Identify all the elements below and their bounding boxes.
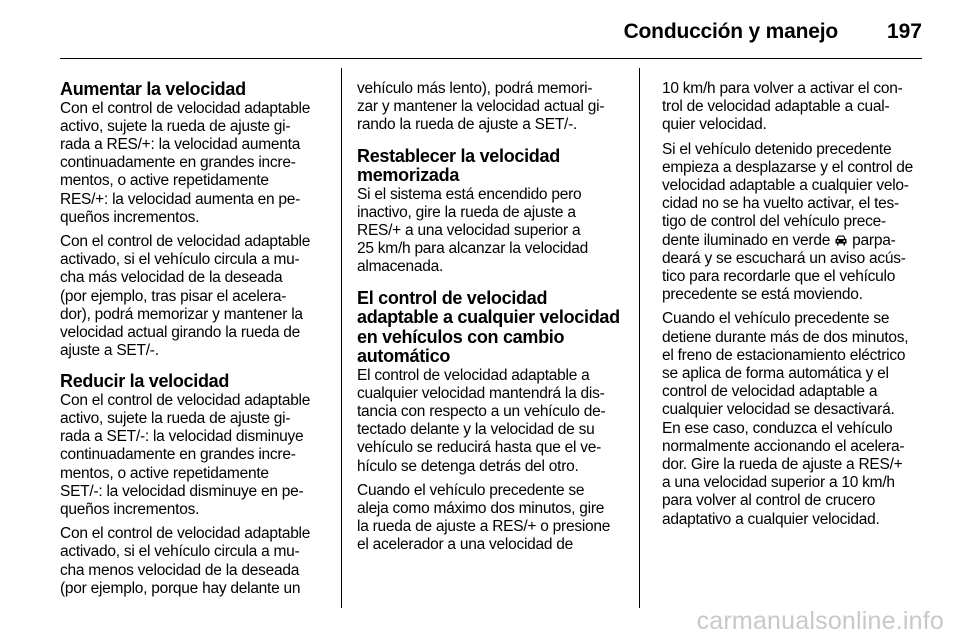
- page-title: Conducción y manejo: [623, 20, 838, 43]
- line-text: dente iluminado en verde: [662, 231, 835, 249]
- paragraph: Con el control de velocidad adaptable activado, si el vehículo circula a mu- cha más velocidad de la deseada (por ejemplo, tras pisar el acelera- dor), podrá memorizar y mantener la velocidad actual girando la rueda de ajuste a SET/-.: [60, 232, 311, 360]
- paragraph: 10 km/h para volver a activar el con- trol de velocidad adaptable a cual- quier velocidad.: [662, 80, 903, 134]
- paragraph: vehículo más lento), podrá memori- zar y mantener la velocidad actual gi- rando la rueda de ajuste a SET/-.: [357, 80, 605, 134]
- page-header: [60, 14, 922, 60]
- paragraph: Con el control de velocidad adaptable activo, sujete la rueda de ajuste gi- rada a RES/+: la velocidad aumenta continuadamente en grandes incre- mentos, o active repetidamente RES/+: la velocidad aumenta en pe- queños incrementos.: [60, 99, 311, 226]
- paragraph: Cuando el vehículo precedente se detiene durante más de dos minutos, el freno de estacionamiento eléctrico se aplica de forma automática y el control de velocidad adaptable a cualquier velocidad se desactivará. En ese caso, conduzca el vehículo normalmente accionando el acelera- dor. Gire la rueda de ajuste a RES/+ a una velocidad superior a 10 km/h para volver al control de crucero adaptativo a cualquier velocidad.: [662, 310, 909, 528]
- column-2: [357, 80, 623, 561]
- line-text: parpa-: [848, 231, 896, 249]
- paragraph: El control de velocidad adaptable a cualquier velocidad mantendrá la dis- tancia con respecto a un vehículo de- tectado delante y la velocidad de su vehículo se reducirá hasta que el ve- hículo se detenga detrás del otro.: [357, 366, 606, 475]
- paragraph-lines: Si el vehículo detenido precedente empieza a desplazarse y el control de velocidad adaptable a cualquier velo- cidad no se ha vuelto activar, el tes- tigo de control del vehículo prece-: [662, 140, 913, 231]
- heading-aumentar: Aumentar la velocidad: [60, 79, 246, 99]
- paragraph: Con el control de velocidad adaptable activado, si el vehículo circula a mu- cha menos velocidad de la deseada (por ejemplo, porque hay delante un: [60, 525, 311, 597]
- column-1: [60, 80, 326, 604]
- watermark: carmanualsonline.info: [696, 607, 944, 635]
- column-divider-1: [341, 68, 342, 608]
- heading-restablecer: Restablecer la velocidad memorizada: [357, 145, 560, 186]
- page-number: 197: [886, 20, 922, 43]
- heading-reducir: Reducir la velocidad: [60, 371, 230, 392]
- paragraph: [662, 141, 927, 305]
- paragraph-lines: deará y se escuchará un aviso acús- tico para recordarle que el vehículo precedente se está moviendo.: [662, 249, 906, 304]
- column-divider-2: [639, 68, 640, 608]
- paragraph: Si el sistema está encendido pero inactivo, gire la rueda de ajuste a RES/+ a una velocidad superior a 25 km/h para alcanzar la velocidad almacenada.: [357, 185, 589, 276]
- paragraph: Cuando el vehículo precedente se aleja como máximo dos minutos, gire la rueda de ajuste a RES/+ o presione el acelerador a una velocidad de: [357, 481, 611, 554]
- column-3: [662, 80, 927, 535]
- paragraph: Con el control de velocidad adaptable activo, sujete la rueda de ajuste gi- rada a SET/-: la velocidad disminuye continuadamente en grandes incre- mentos, o active repetidamente SET/-: la velocidad disminuye en pe- queños incrementos.: [60, 391, 311, 519]
- heading-control-automatico: El control de velocidad adaptable a cualquier velocidad en vehículos con cambio automático: [357, 287, 620, 367]
- header-rule: [60, 58, 922, 59]
- vehicle-ahead-icon: [834, 234, 848, 246]
